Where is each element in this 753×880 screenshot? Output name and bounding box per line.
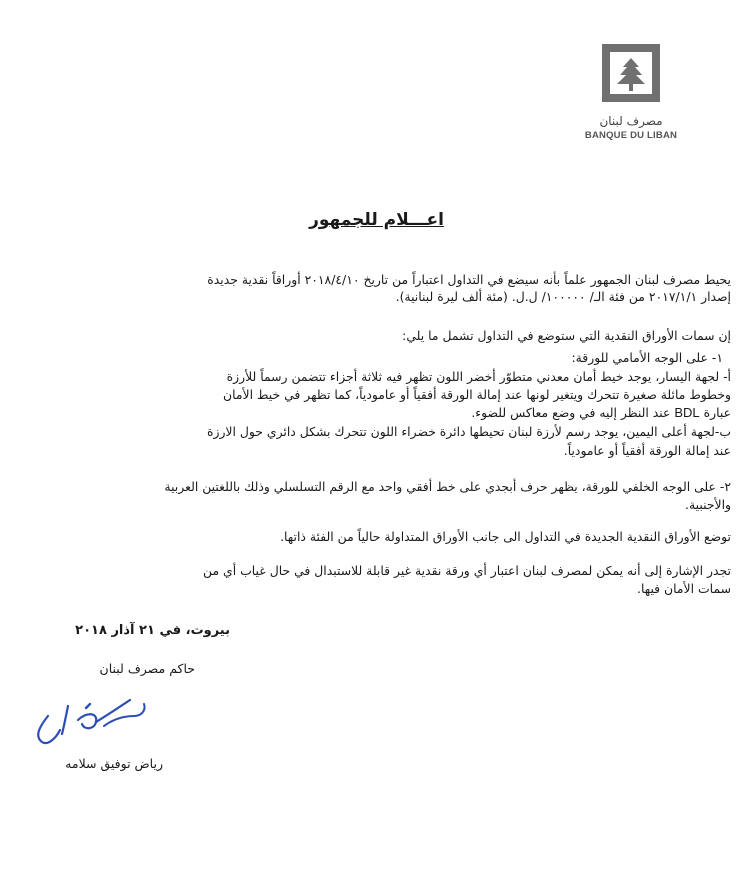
cedar-tree-icon xyxy=(598,40,664,106)
bdl-code: BDL xyxy=(674,405,700,420)
front-item-b-line-1: ب-لجهة أعلى اليمين، يوجد رسم لأرزة لبنان تحيطها دائرة خضراء اللون تتحرك بشكل دائري حول الارزة xyxy=(206,424,731,439)
bank-logo xyxy=(576,40,686,141)
front-heading: ١- على الوجه الأمامي للورقة: xyxy=(571,350,723,365)
front-item-a-line-3 xyxy=(20,404,731,421)
governor-title: حاكم مصرف لبنان xyxy=(99,661,195,676)
intro-line-1: يحيط مصرف لبنان الجمهور علماً بأنه سيضع في التداول اعتباراً من تاريخ ٢٠١٨/٤/١٠ أوراقاً نقدية جديدة xyxy=(207,272,731,287)
intro-line-2: إصدار ٢٠١٧/١/١ من فئة الـ/ ١٠٠٠٠٠/ ل.ل. (مئة ألف ليرة لبنانية). xyxy=(395,289,731,304)
governor-name: رياض توفيق سلامه xyxy=(65,756,163,771)
features-intro: إن سمات الأوراق النقدية التي ستوضع في التداول تشمل ما يلي: xyxy=(402,328,731,343)
front-item-a-post: عند النظر إليه في وضع معاكس للضوء. xyxy=(471,405,671,420)
front-item-a-pre: عبارة xyxy=(703,405,731,420)
front-item-b-line-2: عند إمالة الورقة أفقياً أو عامودياً. xyxy=(563,443,731,458)
back-line-2: والأجنبية. xyxy=(685,497,731,512)
circulation-statement: توضع الأوراق النقدية الجديدة في التداول الى جانب الأوراق المتداولة حالياً من الفئة ذاتها. xyxy=(280,529,731,544)
note-line-1: تجدر الإشارة إلى أنه يمكن لمصرف لبنان اعتبار أي ورقة نقدية غير قابلة للاستبدال في حال غياب أي من xyxy=(203,563,731,578)
back-line-1: ٢- على الوجه الخلفي للورقة، يظهر حرف أبجدي على خط أفقي واحد مع الرقم التسلسلي وذلك باللغتين العربية xyxy=(164,479,731,494)
logo-arabic-name: مصرف لبنان xyxy=(599,114,663,128)
governor-signature xyxy=(26,686,166,750)
logo-english-name: BANQUE DU LIBAN xyxy=(584,130,678,141)
front-item-a-line-1: أ- لجهة اليسار، يوجد خيط أمان معدني متطوّر أخضر اللون تظهر فيه ثلاثة أجزاء تتضمن رسماً للأرزة xyxy=(226,369,731,384)
page-title: اعـــلام للجمهور xyxy=(309,210,444,230)
front-item-a-line-2: وخطوط مائلة صغيرة تتحرك ويتغير لونها عند إمالة الورقة أفقياً أو عامودياً، كما تظهر في خيط الأمان xyxy=(223,387,731,402)
place-date: بيروت، في ٢١ آذار ٢٠١٨ xyxy=(75,623,230,638)
note-line-2: سمات الأمان فيها. xyxy=(637,581,731,596)
